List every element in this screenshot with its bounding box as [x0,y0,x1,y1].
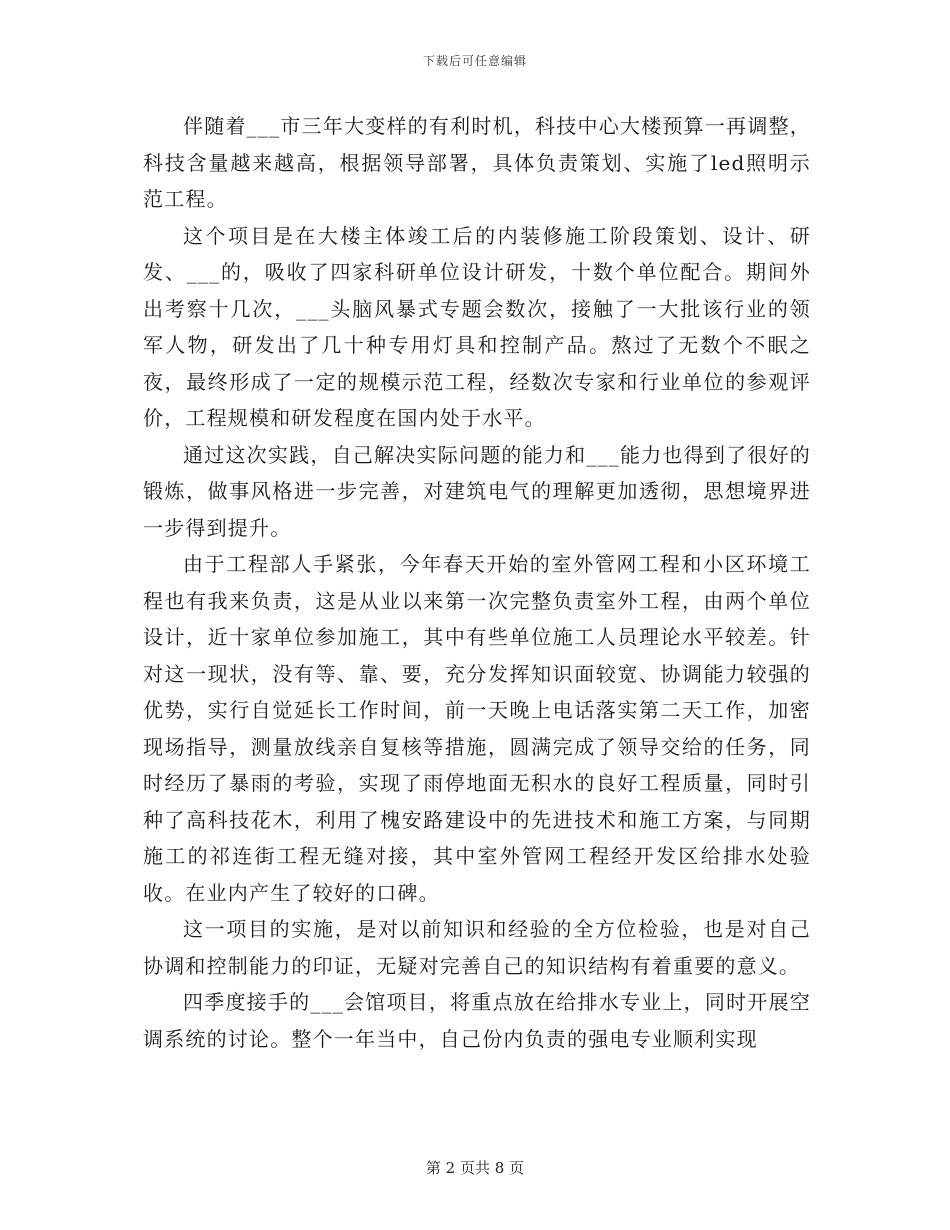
paragraph-1: 伴随着___市三年大变样的有利时机，科技中心大楼预算一再调整，科技含量越来越高，根据领导部署，具体负责策划、实施了led照明示范工程。 [143,114,811,211]
paragraph-6: 四季度接手的___会馆项目，将重点放在给排水专业上，同时开展空调系统的讨论。整个一年当中，自己份内负责的强电专业顺利实现 [143,990,811,1051]
paragraph-2: 这个项目是在大楼主体竣工后的内装修施工阶段策划、设计、研发、___的，吸收了四家科研单位设计研发，十数个单位配合。期间外出考察十几次，___头脑风暴式专题会数次，接触了一大批该行业的领军人物，研发出了几十种专用灯具和控制产品。熬过了无数个不眠之夜，最终形成了一定的规模示范工程，经数次专家和行业单位的参观评价，工程规模和研发程度在国内处于水平。 [143,223,811,430]
document-body [143,108,811,1057]
paragraph-5: 这一项目的实施，是对以前知识和经验的全方位检验，也是对自己协调和控制能力的印证，无疑对完善自己的知识结构有着重要的意义。 [143,917,811,978]
paragraph-3: 通过这次实践，自己解决实际问题的能力和___能力也得到了很好的锻炼，做事风格进一步完善，对建筑电气的理解更加透彻，思想境界进一步得到提升。 [143,442,811,540]
page-header: 下载后可任意编辑 [422,54,527,68]
page-footer: 第 2 页共 8 页 [425,1159,525,1177]
paragraph-4: 由于工程部人手紧张，今年春天开始的室外管网工程和小区环境工程也有我来负责，这是从业以来第一次完整负责室外工程，由两个单位设计，近十家单位参加施工，其中有些单位施工人员理论水平较差。针对这一现状，没有等、靠、要，充分发挥知识面较宽、协调能力较强的优势，实行自觉延长工作时间，前一天晚上电话落实第二天工作，加密现场指导，测量放线亲自复核等措施，圆满完成了领导交给的任务，同时经历了暴雨的考验，实现了雨停地面无积水的良好工程质量，同时引种了高科技花木，利用了槐安路建设中的先进技术和施工方案，与同期施工的祁连街工程无缝对接，其中室外管网工程经开发区给排水处验收。在业内产生了较好的口碑。 [143,552,811,905]
